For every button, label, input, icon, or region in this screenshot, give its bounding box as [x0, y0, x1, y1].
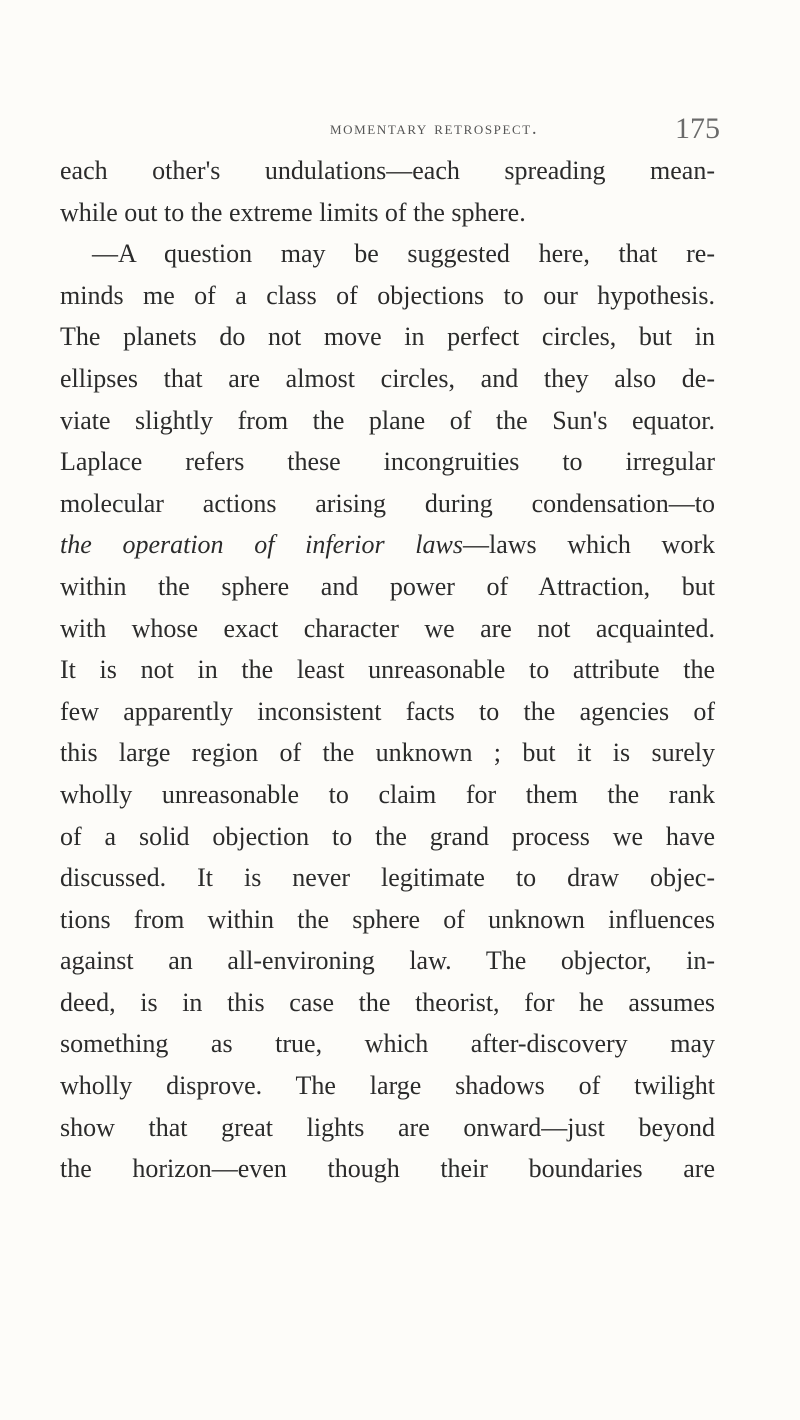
text-line: molecular actions arising during condensation—to [60, 488, 715, 518]
text-line: show that great lights are onward—just beyond [60, 1112, 715, 1142]
text-line: wholly unreasonable to claim for them the rank [60, 779, 715, 809]
text-line: —A question may be suggested here, that re- [92, 239, 715, 269]
text-line: deed, is in this case the theorist, for he assumes [60, 987, 715, 1017]
text-line: within the sphere and power of Attraction, but [60, 571, 715, 601]
text-line: against an all-environing law. The objector, in- [60, 946, 715, 976]
text-line: viate slightly from the plane of the Sun's equator. [60, 405, 715, 435]
text-line-mixed [60, 524, 715, 566]
running-head: momentary retrospect. [330, 118, 539, 139]
text-line: The planets do not move in perfect circles, but in [60, 322, 715, 352]
text-line: the horizon—even though their boundaries are [60, 1154, 715, 1184]
text-line: something as true, which after-discovery may [60, 1029, 715, 1059]
text-segment: —laws which work [462, 530, 715, 560]
text-line: discussed. It is never legitimate to draw objec- [60, 863, 715, 893]
text-line: minds me of a class of objections to our hypothesis. [60, 280, 715, 310]
text-line: ellipses that are almost circles, and they also de- [60, 363, 715, 393]
text-line: while out to the extreme limits of the sphere. [60, 197, 526, 227]
text-line: wholly disprove. The large shadows of twilight [60, 1071, 715, 1101]
text-line: It is not in the least unreasonable to attribute the [60, 655, 715, 685]
italic-phrase: the operation of inferior laws [60, 530, 463, 560]
text-line: of a solid objection to the grand process we have [60, 821, 715, 851]
text-line: few apparently inconsistent facts to the agencies of [60, 696, 715, 726]
text-line: tions from within the sphere of unknown influences [60, 904, 715, 934]
body-text [60, 150, 715, 1190]
text-line: with whose exact character we are not acquainted. [60, 613, 715, 643]
text-line: this large region of the unknown ; but it is surely [60, 738, 715, 768]
page-header [330, 112, 720, 148]
text-line: each other's undulations—each spreading mean- [60, 156, 715, 185]
page-number: 175 [675, 112, 720, 145]
text-line: Laplace refers these incongruities to irregular [60, 447, 715, 477]
